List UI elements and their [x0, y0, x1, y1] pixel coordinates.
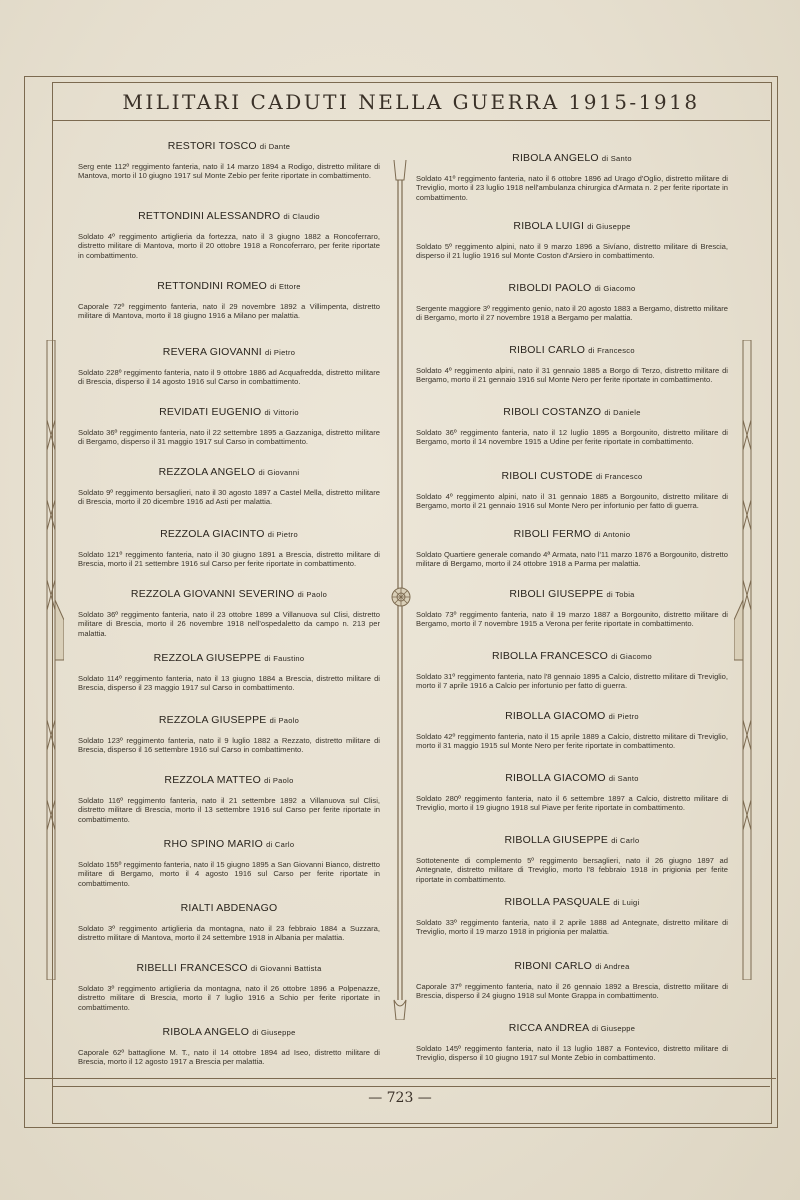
entry-text: Soldato 5º reggimento alpini, nato il 9 marzo 1896 a Sivíano, distretto militare di Brescia, disperso il 21 luglio 1916 sul Monte Coston d'Arsiero in combattimento.: [416, 242, 728, 261]
entry-name: REZZOLA GIOVANNI SEVERINO: [130, 588, 295, 600]
entry-text: Soldato 116º reggimento fanteria, nato il 21 settembre 1892 a Villanuova sul Clisi, distretto militare di Brescia, morto il 13 settembre 1916 sul Carso per ferite riportate in combattimento.: [78, 796, 380, 824]
entry-parent: di Francesco: [588, 346, 635, 355]
entry-text: Soldato 280º reggimento fanteria, nato il 6 settembre 1897 a Calcio, distretto militare di Treviglio, morto il 19 giugno 1918 sul Piave per ferite riportate in combattimento.: [416, 794, 728, 813]
page-title: MILITARI CADUTI NELLA GUERRA 1915-1918: [122, 90, 700, 114]
entry-name-line: [416, 650, 728, 662]
entry-name: REZZOLA MATTEO: [164, 774, 261, 786]
entry-parent: di Antonio: [594, 530, 631, 539]
entry: [78, 346, 380, 387]
entry: [416, 710, 728, 751]
entry-text: Soldato 36º reggimento fanteria, nato il 23 ottobre 1899 a Villanuova sul Clisi, distretto militare di Brescia, morto il 26 novembre 1918 nell'ospedaletto da campo n. 213 per malattia.: [78, 610, 380, 638]
entry-text: Soldato Quartiere generale comando 4ª Armata, nato l'11 marzo 1876 a Borgounito, distretto militare di Bergamo, morto il 24 ottobre 1918 a Parma per malattia.: [416, 550, 728, 569]
entry-name-line: [78, 902, 380, 914]
entry-name: RIBOLI FERMO: [513, 528, 592, 540]
entry-name-line: [78, 714, 380, 726]
entry-name-line: [416, 406, 728, 418]
entry-text: Soldato 3º reggimento artiglieria da montagna, nato il 26 ottobre 1896 a Polpenazze, distretto militare di Brescia, morto il 7 luglio 1916 a Schio per ferite riportate in combattimento.: [78, 984, 380, 1012]
entry-name-line: [416, 834, 728, 846]
entry-parent: di Luigi: [613, 898, 640, 907]
entry-name-line: [78, 962, 380, 974]
entry-name-line: [416, 588, 728, 600]
entry-name: RIBOLLA GIACOMO: [505, 772, 606, 784]
entry-parent: di Pietro: [265, 348, 296, 357]
entry: [78, 962, 380, 1012]
entry-text: Soldato 121º reggimento fanteria, nato il 30 giugno 1891 a Brescia, distretto militare di Brescia, morto il 21 settembre 1916 sul Carso per ferite riportate in combattimento.: [78, 550, 380, 569]
entry-name-line: [416, 344, 728, 356]
entry: [78, 774, 380, 824]
entry-text: Soldato 36º reggimento fanteria, nato il 22 settembre 1895 a Gazzaniga, distretto militare di Bergamo, disperso il 31 maggio 1917 sul Carso in combattimento.: [78, 428, 380, 447]
rosette-ornament: [390, 586, 412, 608]
entry-text: Soldato 228º reggimento fanteria, nato il 9 ottobre 1886 ad Acquafredda, distretto militare di Brescia, disperso il 14 agosto 1916 sul Carso in combattimento.: [78, 368, 380, 387]
entry-parent: di Paolo: [269, 716, 300, 725]
entry: [78, 902, 380, 943]
entry-name-line: [416, 282, 728, 294]
entry: [78, 1026, 380, 1067]
entry-name-line: [78, 1026, 380, 1038]
entry-text: Soldato 3º reggimento artiglieria da montagna, nato il 23 febbraio 1884 a Suzzara, distretto militare di Mantova, morto il 24 settembre 1918 in Albania per malattia.: [78, 924, 380, 943]
entry-text: Caporale 72º reggimento fanteria, nato il 29 novembre 1892 a Villimpenta, distretto militare di Mantova, morto il 18 giugno 1916 a Milano per malattia.: [78, 302, 380, 321]
entry-name-line: [416, 1022, 728, 1034]
entry-parent: di Pietro: [267, 530, 298, 539]
entry-text: Soldato 9º reggimento bersaglieri, nato il 30 agosto 1897 a Castel Mella, distretto militare di Brescia, morto il 20 dicembre 1916 ad Asti per malattia.: [78, 488, 380, 507]
entry-name-line: [416, 470, 728, 482]
entry-name-line: [78, 528, 380, 540]
entry-parent: di Giovanni Battista: [250, 964, 322, 973]
entry-parent: di Pietro: [608, 712, 639, 721]
entry-name: REVIDATI EUGENIO: [159, 406, 262, 418]
entry: [416, 896, 728, 937]
entry-parent: di Paolo: [264, 776, 294, 785]
entry-text: Caporale 37º reggimento fanteria, nato il 26 gennaio 1892 a Brescia, distretto militare di Brescia, disperso il 24 giugno 1918 sul Monte Grappa in combattimento.: [416, 982, 728, 1001]
entry-text: Sottotenente di complemento 5º reggimento bersaglieri, nato il 26 giugno 1897 ad Antegnate, distretto militare di Treviglio, morto l'8 febbraio 1918 in prigionia per ferite riportate in combattimento.: [416, 856, 728, 884]
entry-name-line: [416, 896, 728, 908]
entry-parent: di Dante: [259, 142, 291, 151]
entry-name: RIBOLLA FRANCESCO: [491, 650, 608, 662]
entry-name: RIBOLLA GIUSEPPE: [504, 834, 609, 846]
entry-name-line: [416, 152, 728, 164]
entry-name-line: [78, 588, 380, 600]
entry-text: Soldato 145º reggimento fanteria, nato il 13 luglio 1887 a Fontevico, distretto militare di Treviglio, disperso il 10 giugno 1917 sul Monte Zebio in combattimento.: [416, 1044, 728, 1063]
entry-text: Soldato 4º reggimento artiglieria da fortezza, nato il 3 giugno 1882 a Roncoferraro, distretto militare di Mantova, morto il 20 ottobre 1918 a Roncoferraro, per ferite riportate in combattimento.: [78, 232, 380, 260]
entry: [416, 282, 728, 323]
entry-name-line: [78, 406, 380, 418]
entry-parent: di Paolo: [297, 590, 328, 599]
entry: [416, 772, 728, 813]
entry-parent: di Andrea: [595, 962, 630, 971]
entry-name-line: [78, 652, 380, 664]
entry-name: REZZOLA GIUSEPPE: [153, 652, 262, 664]
entry-text: Serg ente 112º reggimento fanteria, nato il 14 marzo 1894 a Rodigo, distretto militare di Mantova, morto il 10 giugno 1917 sul Monte Zebio per ferite riportate in combattimento.: [78, 162, 380, 181]
entry-parent: di Santo: [608, 774, 639, 783]
entry-name-line: [78, 346, 380, 358]
entry-text: Soldato 155º reggimento fanteria, nato il 15 giugno 1895 a San Giovanni Bianco, distretto militare di Bergamo, morto il 4 agosto 1916 sul Carso per ferite riportate in combattimento.: [78, 860, 380, 888]
entry: [78, 714, 380, 755]
entry: [78, 140, 380, 181]
entry: [78, 466, 380, 507]
entry: [416, 650, 728, 691]
entry-name: RIBELLI FRANCESCO: [136, 962, 248, 974]
entry-text: Soldato 36º reggimento fanteria, nato il 12 luglio 1895 a Borgounito, distretto militare di Bergamo, morto il 14 novembre 1915 a Udine per ferite riportate in combattimento.: [416, 428, 728, 447]
entry: [416, 344, 728, 385]
entry-name: RIBONI CARLO: [514, 960, 593, 972]
entry-text: Sergente maggiore 3º reggimento genio, nato il 20 agosto 1883 a Bergamo, distretto militare di Bergamo, morto il 27 novembre 1918 a Bergamo per malattia.: [416, 304, 728, 323]
entry-parent: di Santo: [601, 154, 632, 163]
entry-name-line: [416, 528, 728, 540]
entry-name-line: [78, 280, 380, 292]
entry-name: RIBOLDI PAOLO: [508, 282, 592, 294]
entry-name-line: [78, 210, 380, 222]
entry-name: RIBOLLA GIACOMO: [505, 710, 606, 722]
entry-text: Soldato 41º reggimento fanteria, nato il 6 ottobre 1896 ad Urago d'Oglio, distretto militare di Treviglio, morto il 23 luglio 1918 nell'ambulanza chirurgica d'Armata n. 2 per ferite riportate in combattimento.: [416, 174, 728, 202]
entry: [416, 220, 728, 261]
entry-text: Soldato 33º reggimento fanteria, nato il 2 aprile 1888 ad Antegnate, distretto militare di Treviglio, morto il 19 marzo 1918 in prigionia per malattia.: [416, 918, 728, 937]
header-rule: [52, 120, 770, 121]
entry-text: Caporale 62º battaglione M. T., nato il 14 ottobre 1894 ad Iseo, distretto militare di Brescia, morto il 12 agosto 1917 a Brescia per malattia.: [78, 1048, 380, 1067]
entry-name: RIBOLI GIUSEPPE: [509, 588, 604, 600]
entry: [416, 528, 728, 569]
entry-name: RIBOLI CARLO: [509, 344, 586, 356]
entry-parent: di Claudio: [283, 212, 320, 221]
entry: [416, 152, 728, 202]
entry-text: Soldato 31º reggimento fanteria, nato l'8 gennaio 1895 a Calcio, distretto militare di Treviglio, morto il 7 aprile 1916 a Calcio per infortunio per fatto di guerra.: [416, 672, 728, 691]
entry-name: REVERA GIOVANNI: [162, 346, 262, 358]
entry-parent: di Tobia: [606, 590, 635, 599]
entry-text: Soldato 114º reggimento fanteria, nato il 13 giugno 1884 a Brescia, distretto militare di Brescia, disperso il 23 maggio 1917 sul Carso in combattimento.: [78, 674, 380, 693]
entry: [78, 588, 380, 638]
left-fasces-ornament: [38, 340, 64, 980]
entry-name-line: [78, 838, 380, 850]
entry: [78, 652, 380, 693]
entry-name: RIALTI ABDENAGO: [180, 902, 278, 914]
entry-name: RIBOLA ANGELO: [512, 152, 599, 164]
entry-parent: di Giuseppe: [252, 1028, 296, 1037]
entry-name: RESTORI TOSCO: [167, 140, 257, 152]
entry-name-line: [416, 960, 728, 972]
entry-name: RETTONDINI ALESSANDRO: [138, 210, 281, 222]
entry-name-line: [416, 772, 728, 784]
entry-parent: di Ettore: [270, 282, 301, 291]
entry-name-line: [416, 710, 728, 722]
right-fasces-ornament: [734, 340, 760, 980]
entry: [78, 838, 380, 888]
entry-parent: di Carlo: [266, 840, 295, 849]
entry-parent: di Giacomo: [611, 652, 653, 661]
entry-parent: di Giovanni: [258, 468, 300, 477]
entry: [416, 406, 728, 447]
entry: [78, 210, 380, 260]
entry-name: RIBOLI COSTANZO: [503, 406, 602, 418]
entry-name: RICCA ANDREA: [508, 1022, 589, 1034]
entry-name-line: [416, 220, 728, 232]
entry-parent: di Vittorio: [264, 408, 299, 417]
entry-name: RETTONDINI ROMEO: [157, 280, 267, 292]
entry-text: Soldato 123º reggimento fanteria, nato il 9 luglio 1882 a Rezzato, distretto militare di Brescia, disperso il 16 settembre 1916 sul Carso in combattimento.: [78, 736, 380, 755]
entry-parent: di Giuseppe: [587, 222, 631, 231]
entry-text: Soldato 42º reggimento fanteria, nato il 15 aprile 1889 a Calcio, distretto militare di Treviglio, morto il 31 maggio 1915 sul Monte Nero per ferite riportate in combattimento.: [416, 732, 728, 751]
entry: [416, 1022, 728, 1063]
entry: [416, 960, 728, 1001]
entry-parent: di Giuseppe: [591, 1024, 636, 1033]
entry-name: REZZOLA GIACINTO: [160, 528, 265, 540]
entry: [78, 280, 380, 321]
entry-name: RIBOLA ANGELO: [162, 1026, 250, 1038]
entry-name: REZZOLA ANGELO: [158, 466, 256, 478]
entry-parent: di Giacomo: [594, 284, 636, 293]
entry: [78, 406, 380, 447]
entry-parent: di Faustino: [264, 654, 305, 663]
entry-name: RIBOLA LUIGI: [513, 220, 585, 232]
entry-name-line: [78, 466, 380, 478]
entry-name-line: [78, 140, 380, 152]
page-number: — 723 —: [368, 1090, 432, 1106]
entry-name-line: [78, 774, 380, 786]
entry: [416, 834, 728, 884]
entry-parent: di Francesco: [595, 472, 643, 481]
footer-rule-inner: [52, 1086, 770, 1087]
entry: [416, 470, 728, 511]
entry-parent: di Carlo: [611, 836, 640, 845]
entry-parent: di Daniele: [604, 408, 641, 417]
entry: [78, 528, 380, 569]
entry-text: Soldato 4º reggimento alpini, nato il 31 gennaio 1885 a Borgounito, distretto militare di Bergamo, morto il 21 gennaio 1916 sul Monte Nero per infortunio per fatto di guerra.: [416, 492, 728, 511]
entry-name: RIBOLI CUSTODE: [501, 470, 593, 482]
entry-name: REZZOLA GIUSEPPE: [158, 714, 267, 726]
entry-text: Soldato 4º reggimento alpini, nato il 31 gennaio 1885 a Borgo di Terzo, distretto militare di Bergamo, morto il 21 gennaio 1916 sul Monte Nero per ferite riportate in combattimento.: [416, 366, 728, 385]
footer-rule: [24, 1078, 776, 1079]
entry: [416, 588, 728, 629]
entry-text: Soldato 73º reggimento fanteria, nato il 19 marzo 1887 a Borgounito, distretto militare di Bergamo, morto il 7 novembre 1915 a Verona per ferite riportate in combattimento.: [416, 610, 728, 629]
entry-name: RIBOLLA PASQUALE: [504, 896, 611, 908]
entry-name: RHO SPINO MARIO: [163, 838, 263, 850]
